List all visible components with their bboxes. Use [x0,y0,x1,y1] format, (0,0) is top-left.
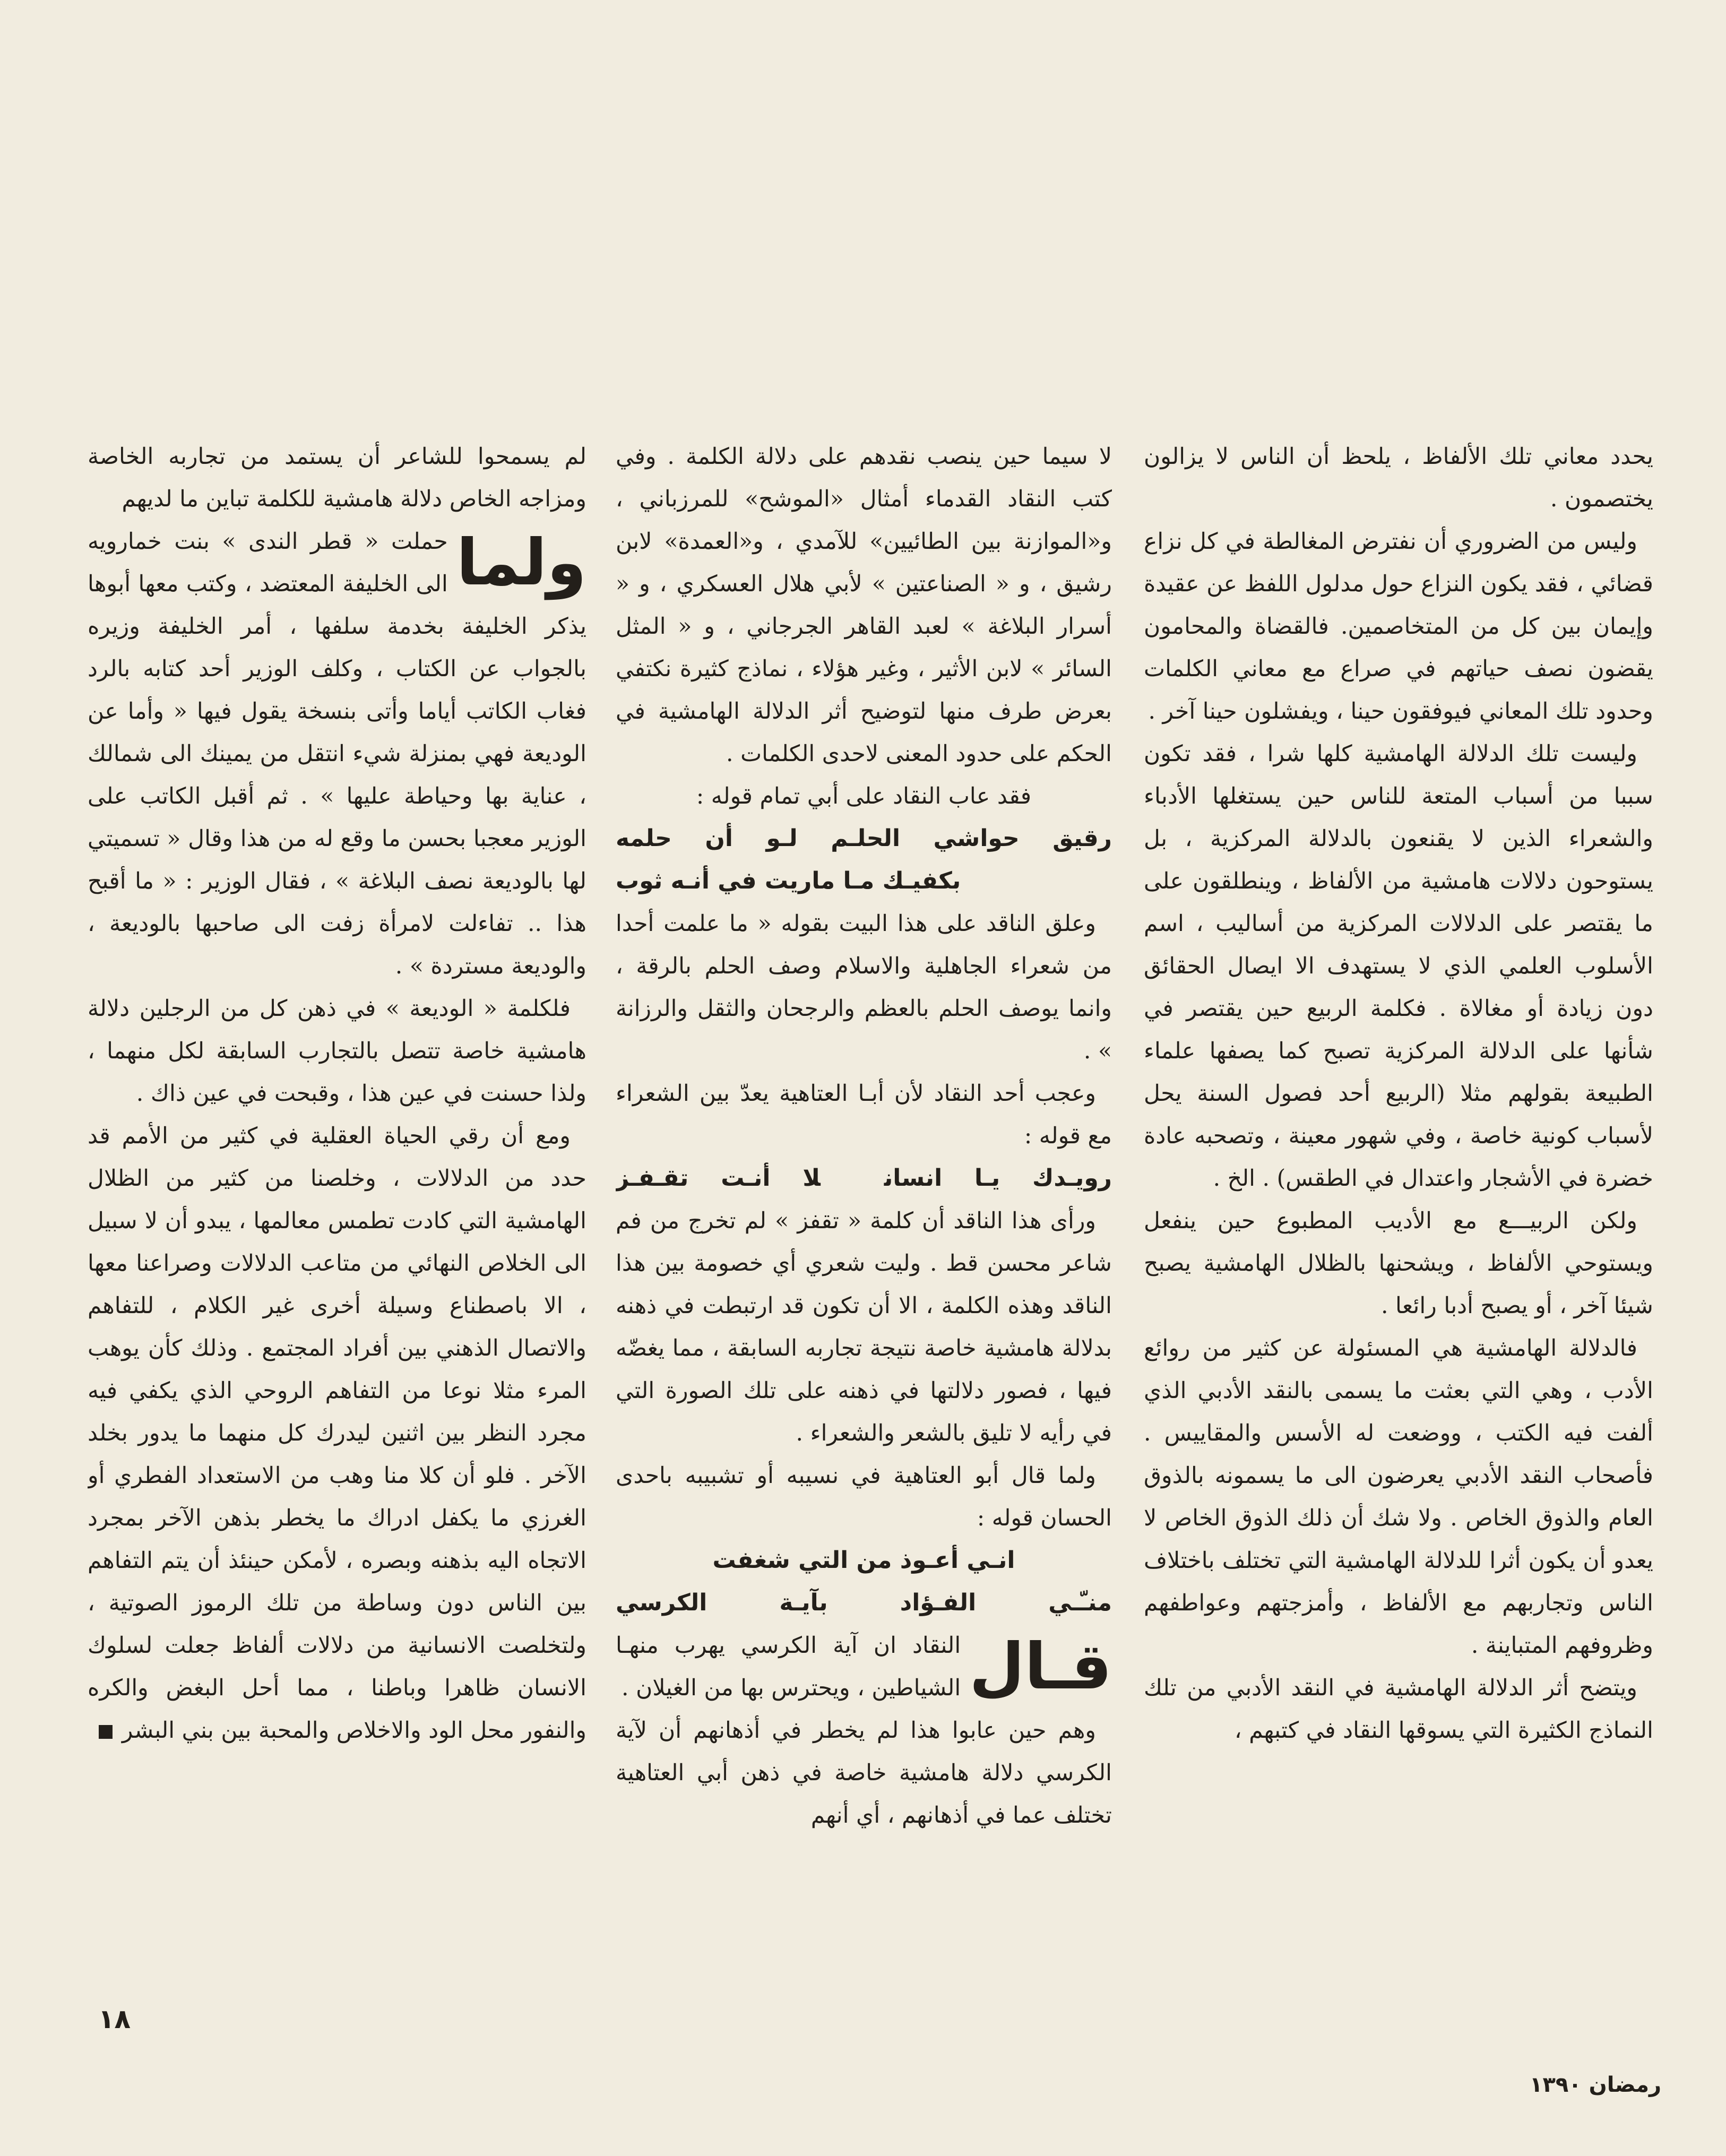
paragraph [88,1115,586,1752]
paragraph: فالدلالة الهامشية هي المسئولة عن كثير من روائع الأدب ، وهي التي بعثت ما يسمى بالنقد الأدبي الذي ألفت فيه الكتب ، ووضعت له الأسس والمقاييس . فأصحاب النقد الأدبي يعرضون الى ما يسمونه بالذوق العام والذوق الخاص . ولا شك أن ذلك الذوق الخاص لا يعدو أن يكون أثرا للدلالة الهامشية التي تختلف باختلاف الناس وتجاربهم مع الألفاظ ، وأمزجتهم وعواطفهم وظروفهم المتباينة . [1144,1335,1653,1659]
paragraph: فلكلمة « الوديعة » في ذهن كل من الرجلين دلالة هامشية خاصة تتصل بالتجارب السابقة لكل منهما ، ولذا حسنت في عين هذا ، وقبحت في عين ذاك . [88,995,586,1107]
paragraph: ويتضح أثر الدلالة الهامشية في النقد الأدبي من تلك النماذج الكثيرة التي يسوقها النقاد في كتبهم ، [1144,1675,1653,1744]
paragraph-text: ومع أن رقي الحياة العقلية في كثير من الأمم قد حدد من الدلالات ، وخلصنا من كثير من الظلال الهامشية التي كادت تطمس معالمها ، يبدو أن لا سبيل الى الخلاص النهائي من متاعب الدلالات وصراعنا معها ، الا باصطناع وسيلة أخرى غير الكلام ، للتفاهم والاتصال الذهني بين أفراد المجتمع . وذلك كأن يوهب المرء مثلا نوعا من التفاهم الروحي الذي يكفي فيه مجرد النظر بين اثنين ليدرك كل منهما ما يدور بخلد الآخر . فلو أن كلا منا وهب من الاستعداد الفطري أو الغرزي ما يكفل ادراك ما يخطر بذهن الآخر بمجرد الاتجاه اليه بذهنه وبصره ، لأمكن حينئذ أن يتم التفاهم بين الناس دون وساطة من تلك الرموز الصوتية ، ولتخلصت الانسانية من دلالات ألفاظ جعلت لسلوك الانسان ظاهرا وباطنا ، مما أحل البغض والكره والنفور محل الود والاخلاص والمحبة بين بني البشر [88,1123,586,1744]
end-of-article-mark [99,1725,113,1739]
paragraph-text: النقاد ان آية الكرسي يهرب منهـا الشياطين ، ويحترس بها من الغيلان . [616,1632,961,1701]
paragraph: وليس من الضروري أن نفترض المغالطة في كل نزاع قضائي ، فقد يكون النزاع حول مدلول اللفظ عن عقيدة وإيمان بين كل من المتخاصمين. فالقضاة والمحامون يقضون نصف حياتهم في صراع مع معاني الكلمات وحدود تلك المعاني فيوفقون حينا ، ويفشلون حينا آخر . [1144,528,1653,725]
page-number: ١٨ [98,2004,131,2034]
paragraph: وليست تلك الدلالة الهامشية كلها شرا ، فقد تكون سببا من أسباب المتعة للناس حين يستغلها الأدباء والشعراء الذين لا يقنعون بالدلالة المركزية ، بل يستوحون دلالات هامشية من الألفاظ ، وينطلقون على ما يقتصر على الدلالات المركزية من أساليب ، اسم الأسلوب العلمي الذي لا يستهدف الا ايصال الحقائق دون زيادة أو مغالاة . فكلمة الربيع حين يقتصر في شأنها على الدلالة المركزية تصبح كما يصفها علماء الطبيعة بقولهم مثلا (الربيع أحد فصول السنة يحل لأسباب كونية خاصة ، وفي شهور معينة ، وتصحبه عادة خضرة في الأشجار واعتدال في الطقس) . الخ . [1144,740,1653,1192]
paragraph: لم يسمحوا للشاعر أن يستمد من تجاربه الخاصة ومزاجه الخاص دلالة هامشية للكلمة تباين ما لديهم [88,443,586,512]
paragraph-text: حملت « قطر الندى » بنت خمارويه الى الخليفة المعتضد ، وكتب معها أبوها يذكر الخليفة بخدمة سلفها ، أمر الخليفة وزيره بالجواب عن الكتاب ، وكلف الوزير أحد كتابه بالرد فغاب الكاتب أياما وأتى بنسخة يقول فيها « وأما عن الوديعة فهي بمنزلة شيء انتقل من يمينك الى شمالك ، عناية بها وحياطة عليها » . ثم أقبل الكاتب على الوزير معجبا بحسن ما وقع له من هذا وقال « تسميتي لها بالوديعة نصف البلاغة » ، فقال الوزير : « ما أقبح هذا .. تفاءلت لامرأة زفت الى صاحبها بالوديعة ، والوديعة مستردة » . [88,528,586,979]
paragraph: فقد عاب النقاد على أبي تمام قوله : [696,783,1032,809]
dropcap-paragraph [616,1624,1112,1709]
paragraph: وعلق الناقد على هذا البيت بقوله « ما علمت أحدا من شعراء الجاهلية والاسلام وصف الحلم بالرقة ، وانما يوصف الحلم بالعظم والرجحان والثقل والرزانة » . [616,910,1112,1064]
paragraph: يحدد معاني تلك الألفاظ ، يلحظ أن الناس لا يزالون يختصمون . [1144,443,1653,512]
verse-hemistich: رويـدك يـا انسان [884,1165,1112,1192]
running-foot: رمضان ١٣٩٠ [1530,2073,1661,2097]
dropcap-paragraph [88,520,586,987]
text-column-right [1144,435,1653,2020]
paragraph: وهم حين عابوا هذا لم يخطر في أذهانهم أن لآية الكرسي دلالة هامشية خاصة في ذهن أبي العتاهية تختلف عما في أذهانهم ، أي أنهم [616,1717,1112,1829]
verse-line [616,1157,1112,1200]
paragraph: ولما قال أبو العتاهية في نسيبه أو تشبيبه باحدى الحسان قوله : [616,1462,1112,1531]
verse-hemistich: لا أنـت تقـفـز [616,1165,821,1192]
verse-line: منـّـي الفـؤاد بآيـة الكرسي [616,1589,1112,1616]
verse-line: انـي أعـوذ من التي شغفت [712,1547,1015,1574]
text-column-middle [616,435,1112,2020]
dropcap: قـال [969,1630,1112,1704]
dropcap: ولما [456,526,586,600]
verse-line: بكفيـك مـا ماريت في أنـه ثوب [616,867,961,894]
paragraph: ولكن الربيـــع مع الأديب المطبوع حين ينفعل ويستوحي الألفاظ ، ويشحنها بالظلال الهامشية يصبح شيئا آخر ، أو يصبح أدبا رائعا . [1144,1208,1653,1319]
paragraph: وعجب أحد النقاد لأن أبـا العتاهية يعدّ بين الشعراء مع قوله : [616,1080,1112,1149]
verse-line: رقيق حواشي الحلـم لـو أن حلمه [616,825,1112,852]
paragraph: ورأى هذا الناقد أن كلمة « تقفز » لم تخرج من فم شاعر محسن قط . وليت شعري أي خصومة بين هذا الناقد وهذه الكلمة ، الا أن تكون قد ارتبطت في ذهنه بدلالة هامشية خاصة نتيجة تجاربه السابقة ، مما يغضّه فيها ، فصور دلالتها في ذهنه على تلك الصورة التي في رأيه لا تليق بالشعر والشعراء . [616,1208,1112,1446]
text-column-left [88,435,586,2020]
paragraph: لا سيما حين ينصب نقدهم على دلالة الكلمة . وفي كتب النقاد القدماء أمثال «الموشح» للمرزباني ، و«الموازنة بين الطائيين» للآمدي ، و«العمدة» لابن رشيق ، و « الصناعتين » لأبي هلال العسكري ، و « أسرار البلاغة » لعبد القاهر الجرجاني ، و « المثل السائر » لابن الأثير ، وغير هؤلاء ، نماذج كثيرة نكتفي بعرض طرف منها لتوضيح أثر الدلالة الهامشية في الحكم على حدود المعنى لاحدى الكلمات . [616,443,1112,767]
